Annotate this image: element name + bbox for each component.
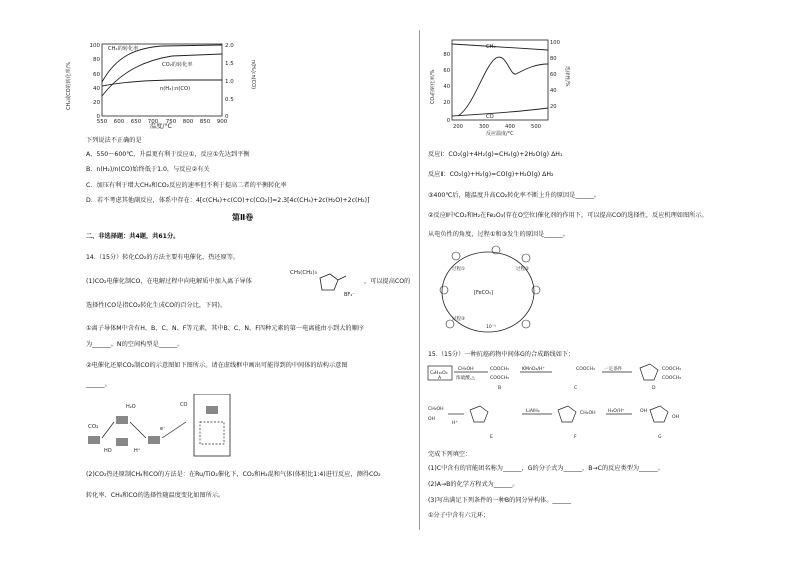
catalyst-site (206, 406, 218, 414)
group: OH (640, 409, 648, 414)
x-tick: 900 (216, 119, 228, 124)
fill-title: 完成下列填空： (428, 451, 472, 458)
cycle-step-label: 过程① (452, 267, 466, 272)
scheme-label: H₂O (126, 404, 136, 410)
answer-box (194, 394, 230, 456)
y2-tick: 40 (550, 88, 557, 94)
compound-label: F (574, 435, 577, 440)
group: CH₂OH (580, 411, 596, 416)
y-tick: 100 (89, 43, 100, 49)
catalyst-site (116, 416, 128, 424)
compound-label: D (652, 386, 656, 391)
option-a: A、550～600℃，升温更有利于反应①，反应①先达到平衡 (86, 151, 250, 158)
reagent: LiAlH₄ (526, 409, 540, 414)
reagent: H⁺ (452, 421, 458, 426)
group: COOCH₃ (490, 367, 509, 372)
group: COOCH₃ (662, 376, 681, 381)
reagent: H₂O/H⁺ (608, 409, 625, 414)
reagent: KMnO₄/H⁺ (522, 367, 545, 372)
compound-label: B (498, 386, 502, 391)
group: CH₂OH (428, 407, 444, 412)
q15-title: 15.（15分）一种抗癌药物中间体G的合成路线如下： (428, 351, 575, 358)
ionic-liquid-structure (290, 266, 360, 298)
group: OH (672, 415, 680, 420)
group: OH (428, 417, 436, 422)
x-axis-label: 温度/°C (150, 123, 172, 130)
y-axis-label: CO₂的转化率/% (431, 69, 436, 104)
y-tick: 20 (93, 100, 100, 106)
y-tick: 80 (93, 57, 100, 63)
y-tick: 0 (446, 118, 450, 124)
atom-node (440, 286, 448, 294)
curve-label: CH₄ (486, 44, 496, 50)
compound-label: G (658, 435, 662, 440)
curve-label: CO (486, 114, 494, 120)
co2-conversion-curve (458, 57, 548, 116)
x-tick: 850 (199, 119, 211, 124)
option-b: B．n(H₂)/n(CO)始终低于1.0，与反应②有关 (86, 166, 210, 173)
y-tick: 40 (443, 84, 450, 90)
column-divider (419, 30, 420, 530)
compound-label: C (574, 386, 578, 391)
reagent: 浓硫酸,△ (456, 376, 475, 381)
reagent: CH₃OH (458, 367, 474, 372)
option-c: C．加压有利于增大CH₄和CO₂反应的速率但不利于提高二者的平衡转化率 (86, 182, 287, 189)
group: COOCH₃ (490, 376, 509, 381)
q14-sub5: 从电负性的角度，过程①和③发生的原因是______。 (428, 231, 570, 238)
fill-question-4: ①分子中含有六元环； (428, 512, 490, 519)
x-tick: 200 (453, 124, 463, 130)
y-tick: 60 (443, 68, 450, 74)
q14-part1-line1b: ，可以提高CO的 (364, 278, 411, 285)
scheme-label: CO₂ (88, 424, 99, 430)
q14-sub1: ①离子导体M中含有H、B、C、N、F等元素，其中B、C、N、F四种元素的第一电离能由小到大的顺序 (86, 325, 364, 332)
scheme-label: e⁻ (160, 426, 166, 432)
y2-tick: 1.5 (225, 61, 234, 67)
y2-tick: 60 (550, 72, 557, 78)
compound-label: E (490, 435, 493, 440)
y-tick: 80 (443, 52, 450, 58)
anion-label: BF₄⁻ (344, 292, 355, 298)
y-tick: 20 (443, 100, 450, 106)
arrow (102, 422, 114, 438)
x-tick: 650 (130, 119, 142, 124)
reaction-1: 反应Ⅰ：CO₂(g)+4H₂(g)=CH₄(g)+2H₂O(g) ΔH₁ (428, 151, 563, 158)
y2-axis-label: n(H₂):n(CO) (250, 60, 256, 90)
y2-tick: 100 (550, 40, 560, 46)
q14-sub4: ②反应Ⅱ中CO₂和H₂在Fe₂O₃(存在O空位)催化剂的作用下，可以提高CO的选择性，反应机理如图所示。 (428, 212, 708, 219)
ring-bond (338, 276, 346, 280)
x-axis-label: 反应温度/°C (486, 131, 514, 136)
atom-node (522, 254, 530, 262)
selectivity-chart (424, 36, 574, 136)
x-tick: 800 (182, 119, 194, 124)
atom-node (532, 286, 540, 294)
part-title: 二、非选择题：共4题，共61分。 (86, 233, 180, 240)
fill-question-3: (3)写出满足下列条件的一种B的同分异构体。______ (428, 497, 571, 504)
imidazolium-ring (320, 274, 338, 290)
curve-label: CO₂的转化率 (162, 62, 193, 68)
q14-part2-line2: 转化率、CH₄和CO的选择性随温度变化如图所示。 (86, 492, 225, 499)
y-tick: 40 (93, 86, 100, 92)
cycle-step-label: 过程③ (452, 317, 466, 322)
q14-sub3: ③400℃后，随温度升高CO₂转化率不断上升的原因是______。 (428, 192, 601, 199)
y2-tick: 80 (550, 56, 557, 62)
option-d: D．若不考虑其他副反应，体系中存在：4[c(CH₄)+c(CO)+c(CO₂)]=2.3[4c(CH₄)+2c(H₂O)+2c(H₂)] (86, 197, 370, 204)
electrocatalysis-scheme (86, 394, 266, 460)
q14-sub2: ②电催化还原CO₂制CO的示意图如下图所示。请在虚线框中画出可能得到的中间体的结构示意图 (86, 362, 348, 369)
cycle-center-label: [FeCO₃] (474, 290, 494, 296)
q14-part1-line2: 选择性(CO是指CO₂转化生成CO的百分比，下同)。 (86, 302, 227, 309)
section-title: 第Ⅱ卷 (232, 213, 254, 222)
ch4-selectivity-curve (452, 44, 548, 50)
cycle-step-label: 10⁻¹ (486, 325, 496, 330)
catalyst-site (88, 436, 100, 444)
q14-part2-line1: (2)CO₂热还原制CH₄和CO的方法是：在Ru/TiO₂催化下，CO₂和H₂混和气体(体积比1:4)进行反应，测得CO₂ (86, 471, 381, 478)
ring (558, 406, 576, 422)
compound-label: A (438, 376, 442, 381)
y-tick: 60 (93, 72, 100, 78)
x-tick: 550 (96, 119, 108, 124)
catalytic-cycle-diagram (426, 240, 556, 340)
scheme-label: CO (180, 402, 188, 408)
temperature-conversion-chart (62, 40, 262, 124)
ring (470, 406, 488, 422)
q14-sub1b: 为______。N的空间构型是______。 (86, 341, 184, 348)
y-axis-label: CH₄或CO的转化率/% (66, 61, 72, 110)
y2-tick: 1.0 (225, 79, 234, 85)
y2-tick: 0 (225, 114, 229, 120)
question-stem: 下列说法不正确的是 (86, 137, 142, 144)
blank-intermediate-box[interactable] (200, 422, 224, 444)
reaction-2: 反应Ⅱ：CO₂(g)+H₂(g)=CO(g)+H₂O(g) ΔH₂ (428, 171, 554, 178)
compound-a-formula: C₆H₁₀O₄ (430, 371, 448, 376)
ring (650, 406, 668, 422)
reagent: 一定条件 (604, 367, 623, 372)
arrow (130, 422, 146, 438)
alkyl-chain-label: CH₃(CH₂)₃ (290, 270, 317, 276)
group: COOCH₃ (576, 367, 595, 372)
q14-sub2b: ______。 (86, 381, 111, 388)
curve-label: CH₄的转化率 (108, 46, 139, 52)
curve-label: n(H₂):n(CO) (160, 86, 191, 92)
catalyst-site (148, 436, 160, 444)
y-tick: 0 (96, 114, 100, 120)
x-tick: 700 (147, 119, 159, 124)
y2-tick: 20 (550, 104, 557, 110)
scheme-label: HO (104, 448, 112, 454)
co-selectivity-curve (452, 108, 548, 116)
fill-question-1: (1)C中含有的官能团名称为______，G的分子式为______，B→C的反应类型为______。 (428, 465, 664, 472)
x-tick: 500 (531, 124, 541, 130)
x-tick: 750 (165, 119, 177, 124)
catalyst-site (116, 438, 128, 446)
fill-question-2: (2)A→B的化学方程式为______。 (428, 481, 519, 488)
q14-part1-line1: (1)CO₂电催化制CO，在电解过程中向电解质中加入离子导体 (86, 278, 252, 285)
y2-axis-label: 选择性/% (564, 66, 569, 87)
q14-intro: 14.（15分）转化CO₂的方法主要有电催化、热还原等。 (86, 254, 240, 261)
y2-tick: 0.5 (225, 97, 234, 103)
x-tick: 400 (505, 124, 515, 130)
atom-node (452, 252, 460, 260)
synthesis-route (426, 362, 716, 446)
x-tick: 300 (479, 124, 489, 130)
cycle-step-label: 过程② (516, 267, 530, 272)
y2-tick: 2.0 (225, 43, 234, 49)
x-tick: 600 (113, 119, 125, 124)
scheme-label: H⁺ (134, 448, 141, 454)
atom-node (446, 320, 454, 328)
cyclopentanone-ring (640, 364, 658, 380)
atom-node (522, 320, 530, 328)
group: COOCH₃ (662, 367, 681, 372)
